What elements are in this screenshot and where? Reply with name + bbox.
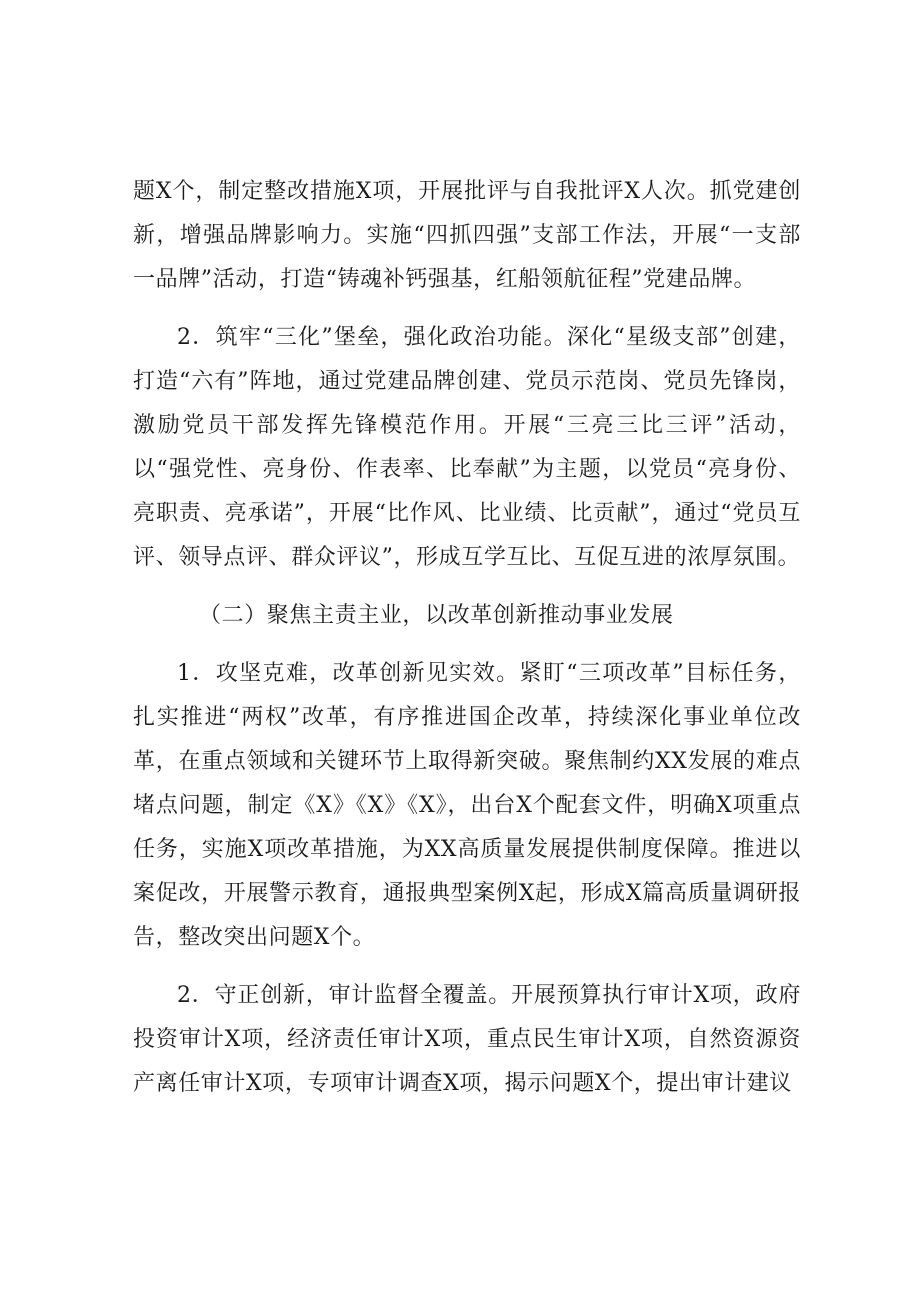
- paragraph-continued: 题X个，制定整改措施X项，开展批评与自我批评X人次。抓党建创新，增强品牌影响力。实施“四抓四强”支部工作法，开展“一支部一品牌”活动，打造“铸魂补钙强基，红船领航征程”党建品牌。: [133, 179, 801, 292]
- paragraph-item-1-reform: 1．攻坚克难，改革创新见实效。紧盯“三项改革”目标任务，扎实推进“两权”改革，有序推进国企改革，持续深化事业单位改革，在重点领域和关键环节上取得新突破。聚焦制约XX发展的难点堵点问题，制定《X》《X》《X》，出台X个配套文件，明确X项重点任务，实施X项改革措施，为XX高质量发展提供制度保障。推进以案促改，开展警示教育，通报典型案例X起，形成X篇高质量调研报告，整改突出问题X个。: [133, 661, 801, 950]
- paragraph-item-2-audit: 2．守正创新，审计监督全覆盖。开展预算执行审计X项，政府投资审计X项，经济责任审计X项，重点民生审计X项，自然资源资产离任审计X项，专项审计调查X项，揭示问题X个，提出审计建议: [133, 983, 801, 1096]
- paragraph-item-2-party-building: 2．筑牢“三化”堡垒，强化政治功能。深化“星级支部”创建，打造“六有”阵地，通过党建品牌创建、党员示范岗、党员先锋岗，激励党员干部发挥先锋模范作用。开展“三亮三比三评”活动，以“强党性、亮身份、作表率、比奉献”为主题，以党员“亮身份、亮职责、亮承诺”，开展“比作风、比业绩、比贡献”，通过“党员互评、领导点评、群众评议”，形成互学互比、互促互进的浓厚氛围。: [133, 325, 801, 570]
- document-body: [133, 170, 801, 1120]
- section-heading-2: （二）聚焦主责主业，以改革创新推动事业发展: [199, 603, 674, 628]
